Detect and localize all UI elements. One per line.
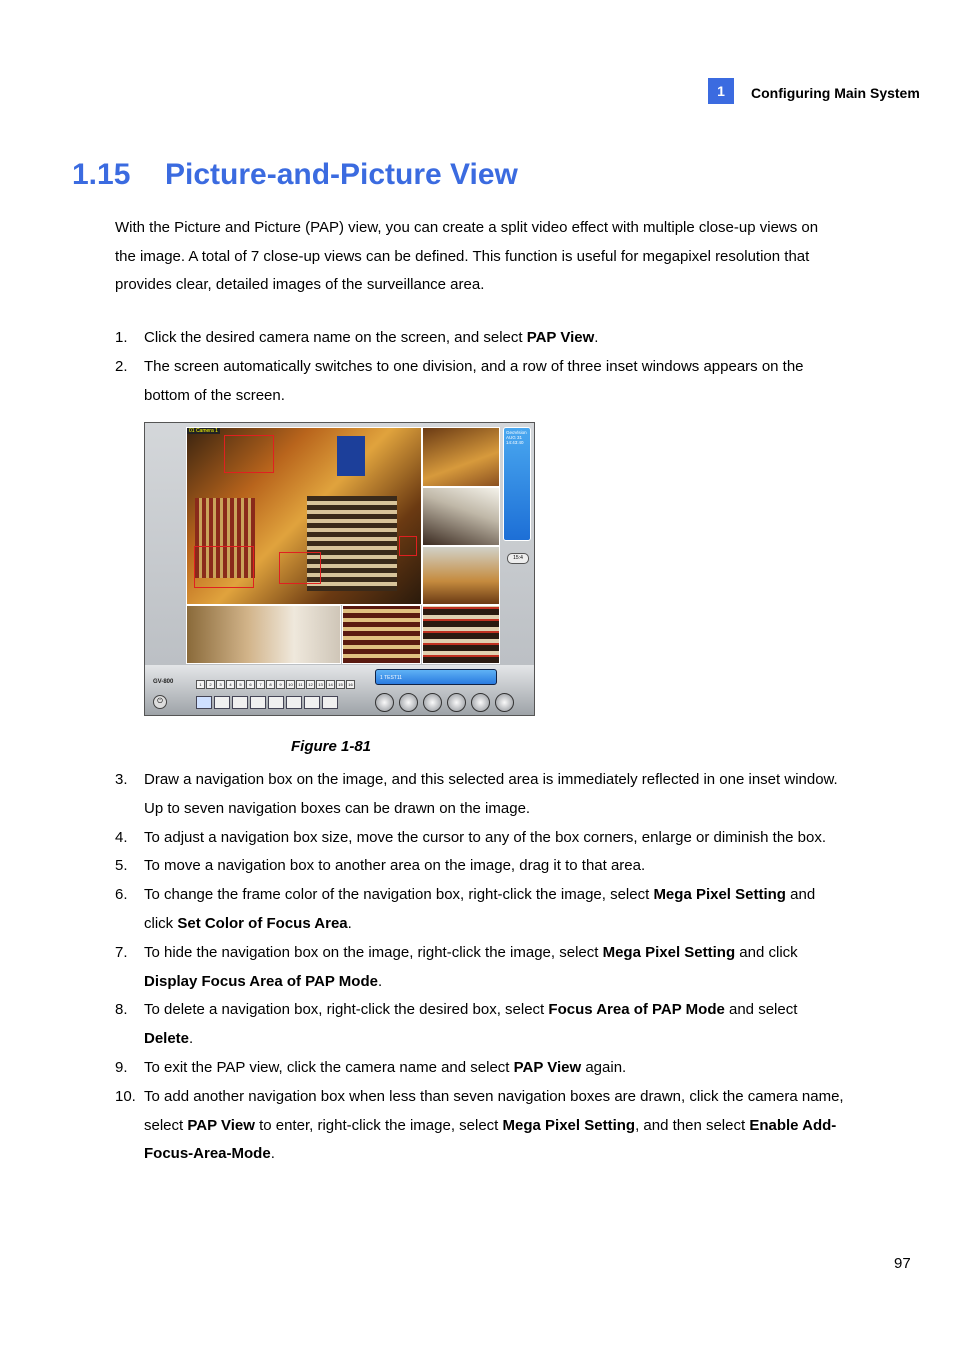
step-item (115, 824, 845, 853)
layout-6-button[interactable] (232, 696, 248, 709)
figure-caption: Figure 1-81 (291, 738, 372, 755)
division-button[interactable]: 15 (336, 680, 345, 689)
step-item (115, 939, 845, 997)
inset-window (186, 605, 341, 664)
division-number-buttons (196, 680, 355, 689)
inset-window (422, 546, 500, 605)
division-button[interactable]: 3 (216, 680, 225, 689)
camera-name-field[interactable]: 1 TEST11 (375, 669, 497, 685)
inset-window (422, 487, 500, 546)
step-number: 3. (115, 771, 128, 788)
store-rack (337, 436, 365, 476)
step-number: 1. (115, 329, 128, 346)
clock-time: 14:43:40 (506, 440, 524, 445)
step-emphasis: Delete (144, 1030, 190, 1048)
step-text: To delete a navigation box, right-click the desired box, select (144, 1001, 549, 1019)
video-icon[interactable] (423, 693, 442, 712)
step-number: 9. (115, 1058, 128, 1076)
layout-4-button[interactable] (214, 696, 230, 709)
navigation-box[interactable] (194, 546, 254, 588)
camera-title[interactable]: 01 Camera 1 (189, 428, 218, 434)
step-text: The screen automatically switches to one division, and a row of three inset windows appears on the bottom of the screen. (144, 357, 804, 404)
layout-8-button[interactable] (250, 696, 266, 709)
navigation-box[interactable] (399, 536, 417, 556)
step-emphasis: Display Focus Area of PAP Mode (144, 972, 378, 990)
chapter-number-badge: 1 (708, 78, 734, 104)
layout-9-button[interactable] (268, 696, 284, 709)
step-text: and select (724, 1001, 798, 1019)
intro-paragraph: With the Picture and Picture (PAP) view, you can create a split video effect with multiple close-up views on the image. A total of 7 close-up views can be defined. This function is useful for megapixel resolution that provides clear, detailed images of the surveillance area. (115, 219, 819, 293)
inset-window (342, 605, 421, 664)
step-text: To adjust a navigation box size, move the cursor to any of the box corners, enlarge or diminish the box. (144, 828, 827, 846)
step-text: again. (581, 1058, 627, 1076)
step-emphasis: Enable Add-Focus-Area-Mode (144, 1116, 837, 1163)
layout-10-button[interactable] (286, 696, 302, 709)
step-number: 8. (115, 1001, 128, 1019)
navigation-box[interactable] (224, 435, 274, 473)
clock-brand: GeoVision (506, 430, 527, 435)
step-text: to enter, right-click the image, select (254, 1116, 503, 1134)
division-button[interactable]: 7 (256, 680, 265, 689)
step-emphasis: PAP View (526, 329, 595, 346)
step-number: 7. (115, 943, 128, 961)
steps-list-part-2 (115, 766, 845, 1169)
step-text: . (594, 329, 599, 346)
search-icon[interactable] (447, 693, 466, 712)
step-item (115, 324, 845, 353)
step-emphasis: PAP View (513, 1058, 582, 1076)
step-number: 4. (115, 828, 128, 846)
step-text: To move a navigation box to another area on the image, drag it to that area. (144, 857, 646, 875)
clock-panel (503, 427, 531, 541)
layout-1-button[interactable] (196, 696, 212, 709)
section-heading (72, 158, 518, 192)
brand-label: GV-800 (153, 679, 174, 685)
playback-icon[interactable] (375, 693, 394, 712)
division-button[interactable]: 16 (346, 680, 355, 689)
step-text: and click (735, 943, 798, 961)
layout-16-button[interactable] (322, 696, 338, 709)
step-emphasis: PAP View (187, 1116, 255, 1134)
main-camera-view (186, 427, 422, 605)
step-item (115, 996, 845, 1054)
step-number: 6. (115, 886, 128, 904)
tool-buttons (375, 693, 514, 712)
step-text: To change the frame color of the navigation box, right-click the image, select (144, 886, 654, 904)
steps-list-part-1 (115, 324, 845, 410)
division-button[interactable]: 4 (226, 680, 235, 689)
step-text: To exit the PAP view, click the camera name and select (144, 1058, 514, 1076)
step-text: , and then select (635, 1116, 750, 1134)
section-title: Picture-and-Picture View (165, 158, 518, 191)
section-number: 1.15 (72, 158, 131, 191)
power-icon[interactable]: ⏻ (153, 695, 167, 709)
navigation-box[interactable] (279, 552, 321, 584)
inset-window (422, 427, 500, 487)
page-number: 97 (894, 1255, 911, 1272)
step-number: 5. (115, 857, 128, 875)
step-item (115, 881, 845, 939)
division-button[interactable]: 2 (206, 680, 215, 689)
division-button[interactable]: 14 (326, 680, 335, 689)
division-button[interactable]: 6 (246, 680, 255, 689)
step-item (115, 353, 845, 411)
division-button[interactable]: 1 (196, 680, 205, 689)
division-button[interactable]: 5 (236, 680, 245, 689)
control-panel (145, 665, 534, 715)
step-text: and click (144, 886, 816, 932)
step-text: . (377, 972, 383, 990)
division-button[interactable]: 13 (316, 680, 325, 689)
counter-button[interactable]: 15:4 (507, 553, 529, 564)
division-button[interactable]: 10 (286, 680, 295, 689)
step-item (115, 766, 845, 824)
division-button[interactable]: 8 (266, 680, 275, 689)
step-item (115, 1054, 845, 1083)
step-emphasis: Mega Pixel Setting (653, 886, 786, 904)
step-emphasis: Focus Area of PAP Mode (548, 1001, 725, 1019)
step-text: . (270, 1145, 275, 1163)
step-item (115, 1083, 845, 1169)
step-item (115, 852, 845, 881)
step-text: To hide the navigation box on the image, right-click the image, select (144, 943, 603, 961)
schedule-icon[interactable] (399, 693, 418, 712)
step-text: Click the desired camera name on the screen, and select (144, 329, 527, 346)
step-text: To add another navigation box when less than seven navigation boxes are drawn, click the camera name, select (144, 1087, 844, 1134)
step-text: . (347, 914, 352, 932)
layout-13-button[interactable] (304, 696, 320, 709)
division-button[interactable]: 12 (306, 680, 315, 689)
inset-window (422, 605, 500, 664)
layout-buttons (196, 696, 338, 709)
chapter-title: Configuring Main System (751, 85, 920, 101)
step-text: Draw a navigation box on the image, and this selected area is immediately reflected in one inset window. Up to seven navigation boxes can be drawn on the image. (144, 771, 838, 817)
division-button[interactable]: 11 (296, 680, 305, 689)
step-emphasis: Mega Pixel Setting (502, 1116, 636, 1134)
clock-date: AUG 31 (506, 435, 523, 440)
step-text: . (189, 1030, 194, 1048)
exit-icon[interactable] (495, 693, 514, 712)
step-emphasis: Mega Pixel Setting (602, 943, 736, 961)
step-number: 2. (115, 357, 128, 375)
step-emphasis: Set Color of Focus Area (177, 914, 348, 932)
step-number: 10. (115, 1087, 136, 1105)
settings-icon[interactable] (471, 693, 490, 712)
pap-view-screenshot (144, 422, 535, 716)
division-button[interactable]: 9 (276, 680, 285, 689)
